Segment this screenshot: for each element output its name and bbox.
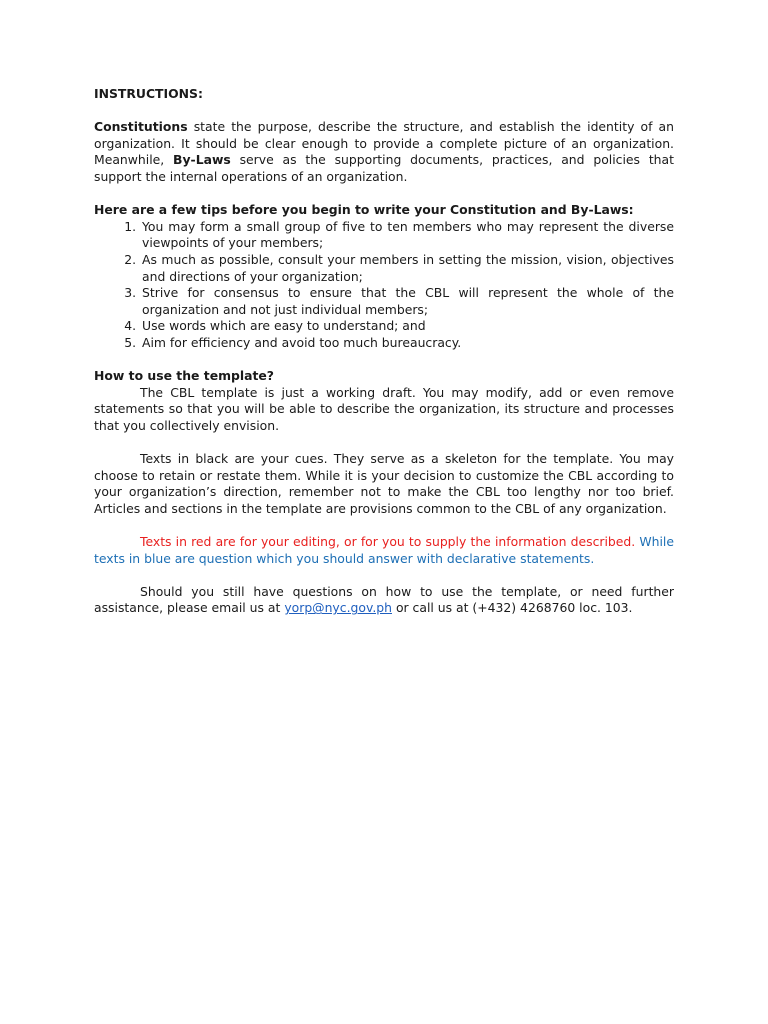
email-link[interactable]: yorp@nyc.gov.ph (284, 600, 392, 616)
spacer (94, 352, 674, 369)
tip-item: 3. Strive for consensus to ensure that the CBL will represent the whole of the organization and not just individual members; (140, 285, 674, 318)
template-paragraph-cues: Texts in black are your cues. They serve as a skeleton for the template. You may choose to retain or restate them. While it is your decision to customize the CBL according to your organization’s direction, remember not to make the CBL too lengthy nor too brief. Articles and sections in the template are provisions common to the CBL of any organization. (94, 451, 674, 516)
spacer (94, 567, 674, 584)
contact-paragraph (94, 584, 674, 617)
tips-heading: Here are a few tips before you begin to write your Constitution and By-Laws: (94, 202, 634, 218)
intro-paragraph (94, 119, 674, 185)
red-text-note: Texts in red are for your editing, or for you to supply the information described. (140, 534, 636, 550)
template-heading: How to use the template? (94, 368, 274, 384)
instructions-document (94, 86, 674, 617)
tip-item: 2. As much as possible, consult your members in setting the mission, vision, objectives and directions of your organization; (140, 252, 674, 285)
tips-list (94, 219, 674, 352)
contact-text-after: or call us at (+432) 4268760 loc. 103. (392, 600, 633, 616)
template-paragraph-draft: The CBL template is just a working draft. You may modify, add or even remove statements so that you will be able to describe the organization, its structure and processes that you collectively envision. (94, 384, 674, 433)
tip-item: 1. You may form a small group of five to ten members who may represent the diverse viewpoints of your members; (140, 219, 674, 252)
intro-text-1: state the purpose, describe the structure, and establish the identity of an organization. It should be clear enough to provide a complete picture of an organization. Meanwhile, (94, 119, 674, 168)
blue-text-note: While texts in blue are question which you should answer with declarative statements. (94, 534, 674, 566)
term-bylaws: By-Laws (173, 152, 231, 168)
spacer (94, 517, 674, 534)
intro-text-2: serve as the supporting documents, practices, and policies that support the internal operations of an organization. (94, 152, 674, 184)
tip-item: 5. Aim for efficiency and avoid too much bureaucracy. (140, 335, 674, 352)
contact-text-before: Should you still have questions on how to use the template, or need further assistance, please email us at (94, 583, 674, 616)
spacer (94, 434, 674, 451)
color-note-paragraph (94, 534, 674, 567)
tip-item: 4. Use words which are easy to understand; and (140, 318, 674, 335)
spacer (94, 186, 674, 203)
term-constitutions: Constitutions (94, 119, 188, 135)
instructions-heading: INSTRUCTIONS: (94, 86, 203, 101)
spacer (94, 103, 674, 120)
